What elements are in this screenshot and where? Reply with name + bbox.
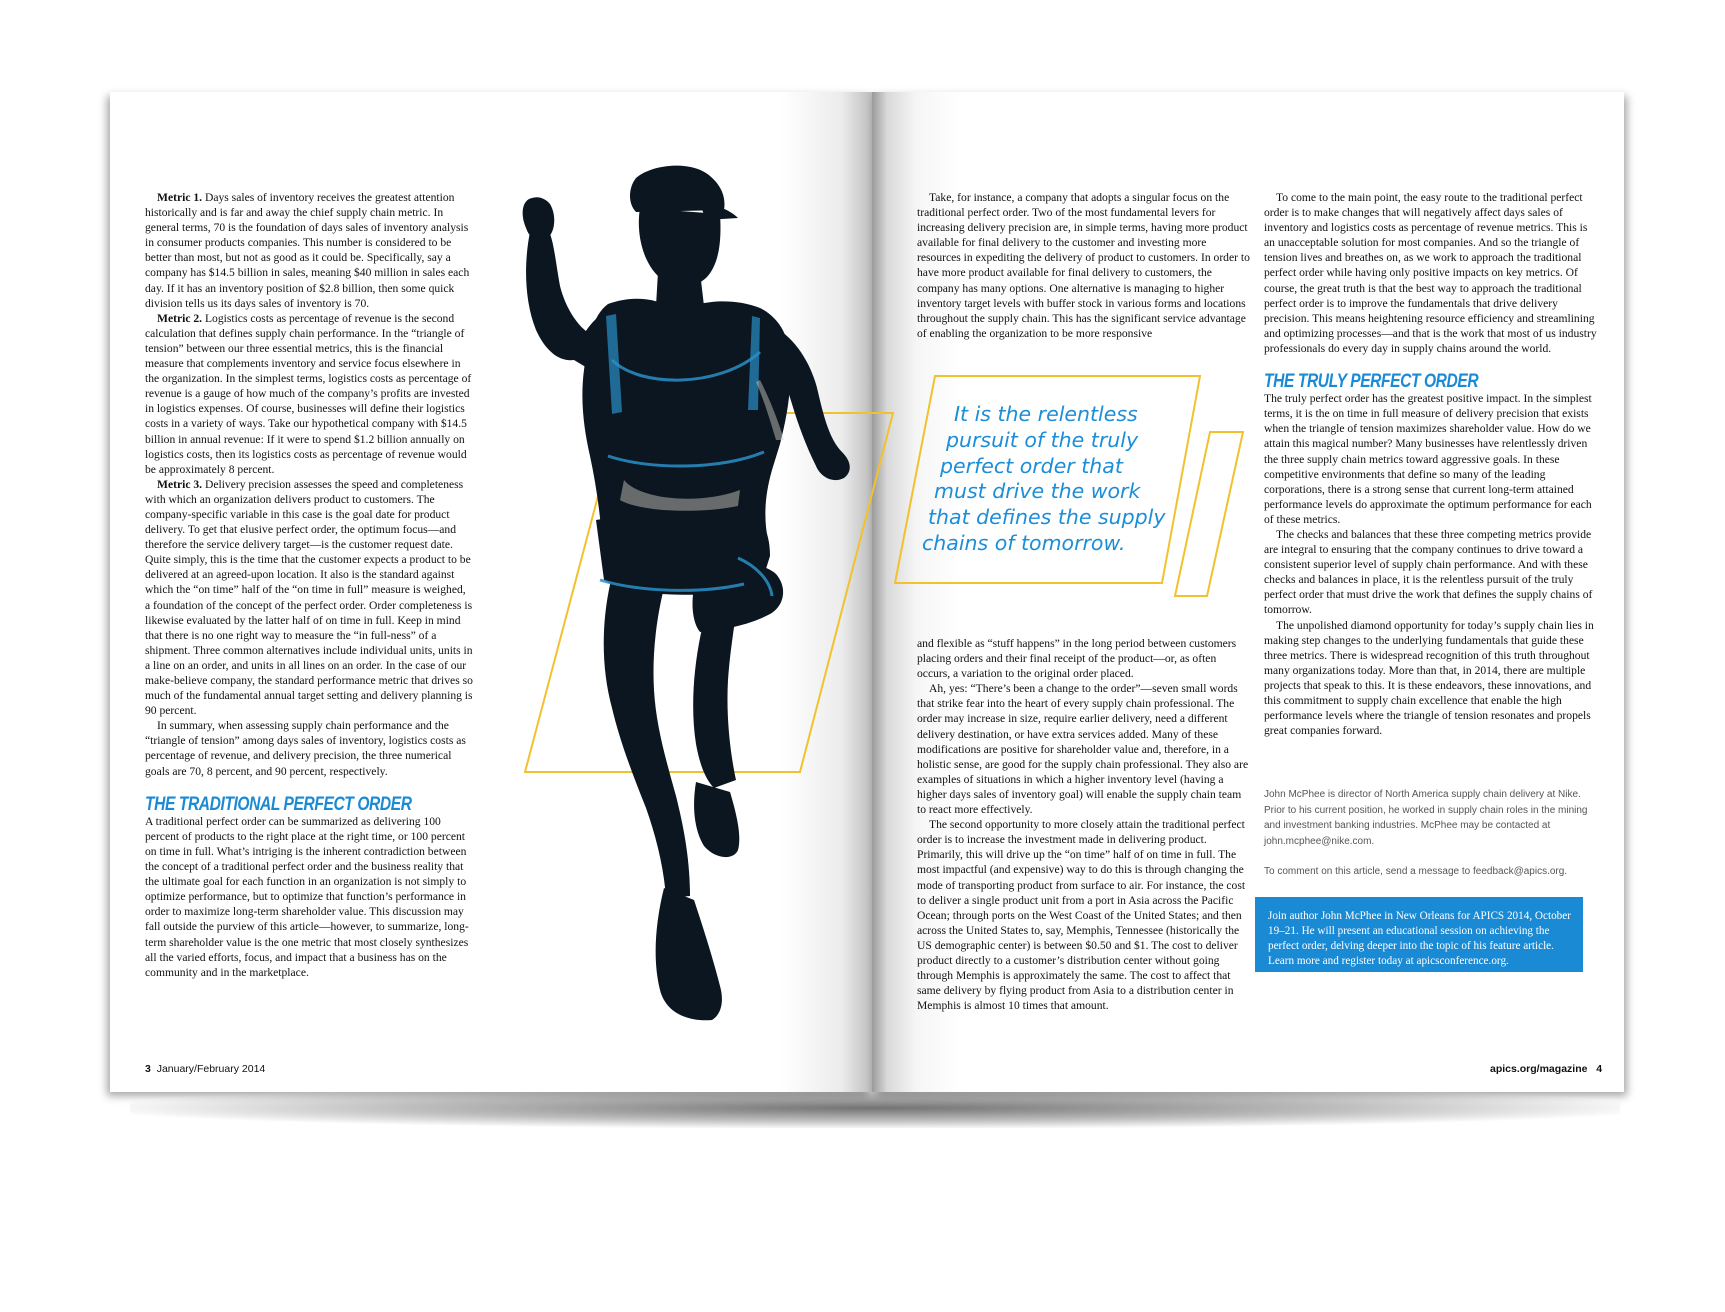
right-folio bbox=[1490, 1063, 1602, 1075]
issue-date: January/February 2014 bbox=[156, 1063, 266, 1075]
metric-lead: Metric 1. bbox=[157, 191, 203, 204]
section-2-paragraph: The checks and balances that these three competing metrics provide are integral to ensuring that the company continues to drive toward a consistent superior level of supply chain performance. And with these checks and balances in place, it is the relentless pursuit of the truly perfect order that must drive the work that defines the supply chains of tomorrow. bbox=[1264, 527, 1593, 617]
comment-note: To comment on this article, send a message to feedback@apics.org. bbox=[1264, 866, 1568, 877]
pull-quote-line: pursuit of the truly bbox=[946, 427, 1139, 452]
right-column-2-bottom bbox=[917, 636, 1250, 1013]
pull-quote-line: that defines the supply bbox=[928, 505, 1166, 530]
section-2-paragraph: The truly perfect order has the greatest positive impact. In the simplest terms, it is the on time in full measure of delivery precision that exists when the triangle of tension maximizes shareholder value. How do we attain this magical number? Many businesses have relentlessly driven the three supply chain metrics toward aggressive goals. In these competitive environments that define so many of the leading corporations, there is a strong sense that current long-term attained performance levels do approximate the optimum performance for each of these metrics. bbox=[1264, 392, 1592, 526]
promo-text: Join author John McPhee in New Orleans for APICS 2014, October 19–21. He will present an educational session on achieving the perfect order, delving deeper into the topic of his feature article. Learn more and register today at apicsconference.org. bbox=[1268, 910, 1571, 967]
pull-quote-line: perfect order that bbox=[940, 453, 1123, 478]
col2-top-paragraph: Take, for instance, a company that adopts a singular focus on the traditional perfect order. Two of the most fundamental levers for increasing delivery precision are, in simple terms, having more product available for final delivery to the customer and investing more resources in expediting the delivery of product to customers. In order to have more product available for final delivery to customers, the company has many options. One alternative is managing to higher inventory target levels with buffer stock in various forms and locations throughout the supply chain. This has the significant service advantage of enabling the organization to be more responsive bbox=[917, 191, 1250, 340]
pull-quote-line: chains of tomorrow. bbox=[922, 530, 1126, 555]
col2-paragraph: and flexible as “stuff happens” in the long period between customers placing orders and their final receipt of the product—or, as often occurs, a variation to the original order placed. bbox=[917, 637, 1237, 681]
pull-quote-line: It is the relentless bbox=[954, 402, 1138, 426]
right-column-2-top bbox=[917, 190, 1250, 341]
pull-quote-line: must drive the work bbox=[934, 479, 1141, 504]
col2-bottom-paragraphs bbox=[917, 636, 1250, 1013]
section-heading-traditional: THE TRADITIONAL PERFECT ORDER bbox=[145, 793, 412, 815]
section-heading-truly: THE TRULY PERFECT ORDER bbox=[1264, 371, 1479, 393]
metric-text: In summary, when assessing supply chain performance and the “triangle of tension” among days sales of inventory, logistics costs as percentage of revenue, and delivery precision, the three numerical goals are 70, 8 percent, and 90 percent, respectively. bbox=[145, 719, 466, 778]
section-1-paragraph: A traditional perfect order can be summarized as delivering 100 percent of products to the right place at the right time, or 100 percent on time in full. What’s intriging is the inherent contradiction between the concept of a traditional perfect order and the business reality that the ultimate goal for each function in an organization is not simply to optimize performance, but to optimize that function’s performance in order to maximize long-term shareholder value. This discussion may fall outside the purview of this article—however, to summarize, long-term shareholder value is the one metric that most closely synthesizes all the varied efforts, focus, and impact that a business has on the community and in the marketplace. bbox=[145, 814, 469, 979]
metric-text: Delivery precision assesses the speed and completeness with which an organization delivers product to customers. The company-specific variable in this case is the goal date for product delivery. To get that elusive perfect order, the optimum focus—and therefore the service delivery target—is the customer request date. Quite simply, this is the time that the customer expects a product to be delivered at an agreed-upon location. It also is the standard against which the “on time” half of the “on time in full” measure is weighed, a foundation of the concept of the perfect order. Order completeness is likewise evaluated by the latter half of on time in full. Keep in mind that there is no one right way to measure the “in full-ness” of a shipment. Three common alternatives include individual units, units in a line on an order, and units in all lines on an order. In the case of our make-believe company, the standard performance metric that drives so much of the fundamental annual target setting and delivery planning is 90 percent. bbox=[145, 477, 473, 718]
col2-paragraph: Ah, yes: “There’s been a change to the order”—seven small words that strike fear into the heart of every supply chain professional. The order may increase in size, require earlier delivery, need a different delivery destination, or have extra services added. Many of these modifications are positive for shareholder value and, therefore, in a holistic sense, are good for the supply chain professional. They also are examples of situations in which a higher inventory level (having a higher days sales of inventory goal) will enable the supply chain team to react more effectively. bbox=[917, 682, 1249, 817]
conference-promo-box bbox=[1255, 897, 1583, 972]
metric-text: Logistics costs as percentage of revenue is the second calculation that defines supply chain performance. In the “triangle of tension” between our three essential metrics, this is the financial measure that complements inventory and service focus elsewhere in the organization. In the simplest terms, logistics costs as percentage of revenue is a gauge of how much of the company’s profits are invested in logistics expenses. Of course, businesses will define their logistics costs in a variety of ways. Take our hypothetical company with $14.5 billion in annual revenue: If it were to spend $1.2 billion annually on logistics costs, then its logistics costs as percentage of revenue would be approximately 8 percent. bbox=[145, 311, 472, 476]
right-column-3 bbox=[1264, 190, 1597, 738]
col2-paragraph: The second opportunity to more closely attain the traditional perfect order is to increase the investment made in delivering product. Primarily, this will drive up the “on time” half of on time in full. The most impactful (and expensive) way to do this is through changing the mode of transporting product from surface to air. For instance, the cost to deliver a single product unit from a port in Asia across the Pacific Ocean; through ports on the West Coast of the United States; and then across the United States to, say, Memphis, Tennessee (historically the US demographic center) is between $0.50 and $1. The cost to deliver product directly to a customer’s distribution center without going through Memphis is approximately the same. The cost to affect that same delivery by flying product from Asia to a distribution center in Memphis is almost 10 times that amount. bbox=[917, 818, 1246, 1013]
metric-lead: Metric 3. bbox=[157, 477, 203, 491]
metric-text: Days sales of inventory receives the greatest attention historically and is far and away the chief supply chain metric. In general terms, 70 is the foundation of days sales of inventory analysis in consumer products companies. This number is considered to be better than most, but not as good as it could be. Specifically, say a company has $14.5 billion in sales, meaning $40 million in sales each day. If it has an inventory position of $2.8 billion, then some quick division tells us its days sales of inventory is 70. bbox=[145, 191, 470, 310]
col3-top-paragraph: To come to the main point, the easy route to the traditional perfect order is to make changes that will negatively affect days sales of inventory and logistics costs as percentage of revenue metrics. This is an unacceptable solution for most companies. And so the triangle of tension lives and breathes on, as we work to approach the traditional perfect order while having only positive impacts on key metrics. Of course, the great truth is that the best way to approach the traditional perfect order is to improve the fundamentals that drive delivery precision. This means heightening resource efficiency and streamlining and optimizing processes—and that is the work that most of us industry professionals do every day in supply chains around the world. bbox=[1264, 191, 1597, 355]
section-2-paragraph: The unpolished diamond opportunity for today’s supply chain lies in making step changes to the underlying fundamentals that guide these three metrics. There is widespread recognition of this truth throughout many organizations today. More than that, in 2014, there are multiple projects that speak to this. It is these endeavors, these innovations, and this commitment to supply chain excellence that enable the high performance levels where the triangle of tension resonates and propels great companies forward. bbox=[1264, 618, 1594, 738]
metric-lead: Metric 2. bbox=[157, 311, 203, 325]
page-number-right: 4 bbox=[1596, 1063, 1603, 1075]
section-2-paragraphs bbox=[1264, 391, 1597, 738]
author-bio: John McPhee is director of North America supply chain delivery at Nike. Prior to his current position, he worked in supply chain roles in the mining and investment banking industries. McPhee may be contacted at john.mcphee@nike.com. bbox=[1264, 789, 1588, 847]
page-number-left: 3 bbox=[145, 1063, 151, 1075]
pull-quote bbox=[918, 402, 1178, 557]
site-url: apics.org/magazine bbox=[1490, 1063, 1588, 1075]
left-folio bbox=[145, 1063, 265, 1075]
